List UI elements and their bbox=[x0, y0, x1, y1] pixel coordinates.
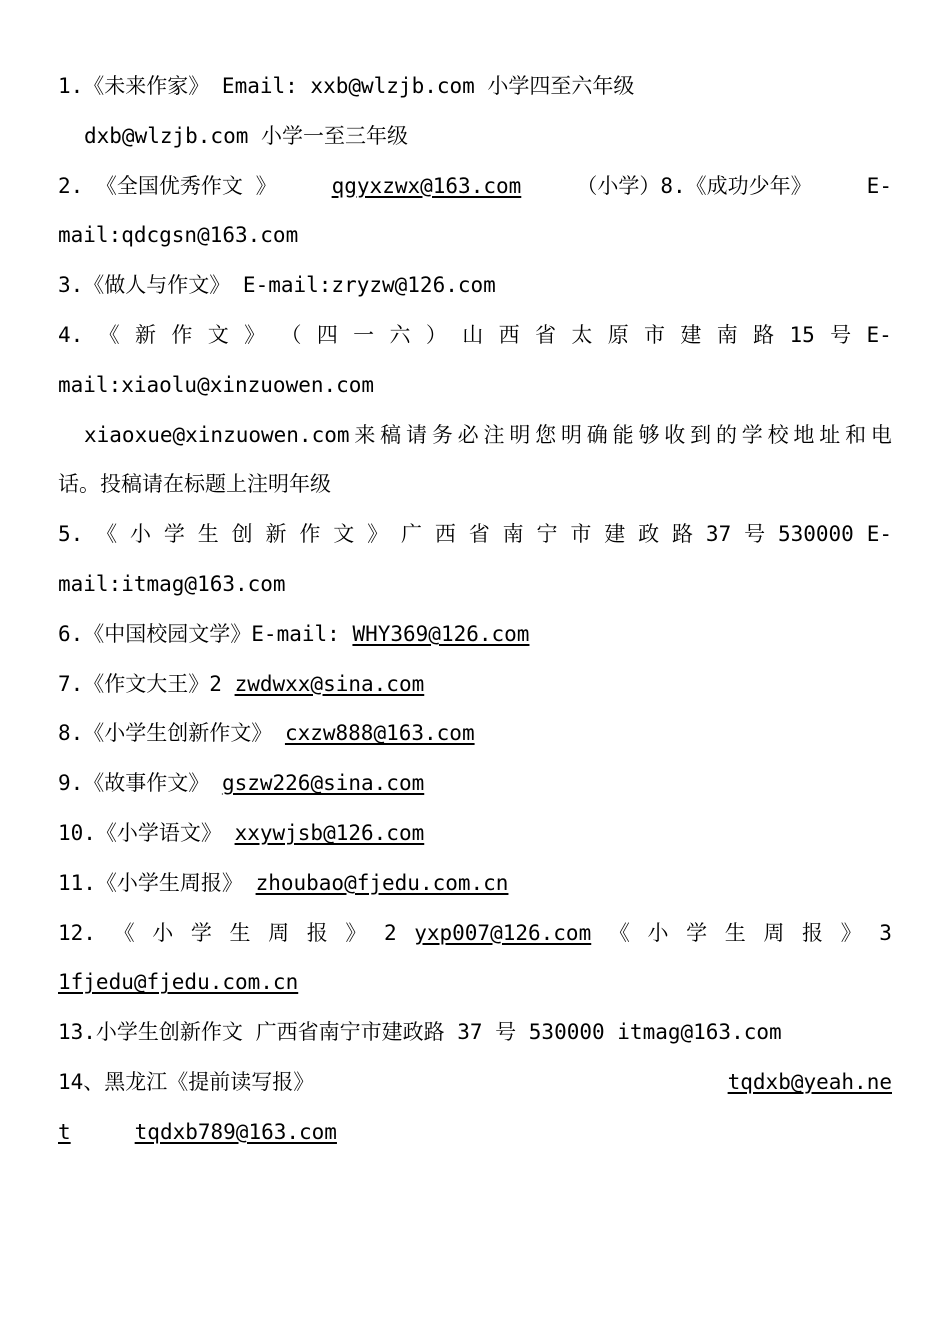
entry-4-line-segment: （ bbox=[280, 322, 302, 347]
entry-4b-line-segment: 地 bbox=[793, 422, 815, 447]
entry-4b-line-segment: 学 bbox=[741, 422, 763, 447]
entry-6-line bbox=[58, 610, 892, 660]
entry-5-line-segment: 530000 bbox=[777, 522, 854, 547]
entry-5-cont: mail:itmag@163.com bbox=[58, 571, 286, 596]
entry-14-line bbox=[58, 1058, 892, 1108]
entry-4b-line-segment: 收 bbox=[664, 422, 686, 447]
entry-4-line-segment: 太 bbox=[571, 322, 593, 347]
entry-3-line: 3.《做人与作文》 E-mail:zryzw@126.com bbox=[58, 273, 496, 298]
entry-12-line-segment: 》 bbox=[840, 920, 862, 945]
entry-13-line: 13.小学生创新作文 广西省南宁市建政路 37 号 530000 itmag@163.com bbox=[58, 1020, 782, 1045]
entry-12-line-segment: 生 bbox=[229, 920, 251, 945]
entry-2-title-b: （小学）8.《成功少年》 bbox=[576, 173, 812, 198]
entry-4b-line-segment: 能 bbox=[612, 422, 634, 447]
entry-7-title: 7.《作文大王》2 bbox=[58, 671, 235, 696]
entry-12-line-segment: 2 bbox=[383, 920, 397, 945]
entry-9-title: 9.《故事作文》 bbox=[58, 771, 222, 796]
entry-5-line-segment: 省 bbox=[468, 522, 490, 547]
entry-5-line-segment: 宁 bbox=[536, 522, 558, 547]
entry-4-line bbox=[58, 311, 892, 361]
entry-8-email-link[interactable]: cxzw888@163.com bbox=[284, 721, 475, 746]
entry-4-line-segment: 西 bbox=[498, 322, 520, 347]
entry-12-line-segment: 报 bbox=[306, 920, 328, 945]
entry-14-title: 14、黑龙江《提前读写报》 bbox=[58, 1069, 315, 1094]
entry-4b-line-segment: 您 bbox=[535, 422, 557, 447]
entry-4b-line-segment: 注 bbox=[483, 422, 505, 447]
entry-12-line-segment: 学 bbox=[686, 920, 708, 945]
entry-12-line-segment: 周 bbox=[763, 920, 785, 945]
entry-12-line-segment: 《 bbox=[608, 920, 630, 945]
entry-5-line-segment: 南 bbox=[502, 522, 524, 547]
entry-4-line-segment: 》 bbox=[244, 322, 266, 347]
entry-4b-line-segment: 校 bbox=[767, 422, 789, 447]
entry-8-title: 8.《小学生创新作文》 bbox=[58, 721, 285, 746]
entry-4b-cont: 话。投稿请在标题上注明年级 bbox=[58, 472, 331, 497]
entry-4b-line-segment: 址 bbox=[819, 422, 841, 447]
entry-5-line-segment: 小 bbox=[130, 522, 152, 547]
entry-14-email-a-link[interactable]: tqdxb@yeah.ne bbox=[727, 1069, 892, 1094]
entry-6-title: 6.《中国校园文学》E-mail: bbox=[58, 621, 353, 646]
entry-4b-line-segment: 的 bbox=[715, 422, 737, 447]
entry-5-line-segment: 37 bbox=[705, 522, 732, 547]
entry-12-line-segment: 周 bbox=[268, 920, 290, 945]
entry-4-line-segment: 四 bbox=[316, 322, 338, 347]
entry-5-line-segment: 号 bbox=[744, 522, 766, 547]
entry-12-email-link-b[interactable]: 1fjedu@fjedu.com.cn bbox=[58, 970, 299, 995]
entry-14-email-a-cont[interactable]: t bbox=[58, 1119, 71, 1144]
entry-11-title: 11.《小学生周报》 bbox=[58, 870, 256, 895]
entry-4-line-segment: 15 bbox=[789, 322, 815, 347]
entry-4b-line-segment: 明 bbox=[560, 422, 582, 447]
entry-12-line-segment: 报 bbox=[801, 920, 823, 945]
entry-5-line-segment: 《 bbox=[96, 522, 118, 547]
entry-12-line-segment: 12. bbox=[58, 920, 96, 945]
entry-11-line bbox=[58, 859, 892, 909]
entry-4-line-segment: 南 bbox=[716, 322, 738, 347]
entry-4-line-segment: 4. bbox=[58, 322, 84, 347]
entry-12-line-segment: 生 bbox=[724, 920, 746, 945]
entry-5-line-segment: 创 bbox=[231, 522, 253, 547]
entry-10-title: 10.《小学语文》 bbox=[58, 820, 235, 845]
entry-4b-line bbox=[58, 411, 892, 461]
entry-4-line-segment: E- bbox=[866, 322, 892, 347]
entry-2-email-link[interactable]: qgyxzwx@163.com bbox=[331, 173, 522, 198]
entry-4b-line-segment: 请 bbox=[406, 422, 427, 447]
entry-7-line bbox=[58, 660, 892, 710]
entry-2-title: 2. 《全国优秀作文 》 bbox=[58, 173, 277, 198]
entry-14-email-b-link[interactable]: tqdxb789@163.com bbox=[134, 1119, 337, 1144]
entry-4b-line-segment: 来 bbox=[354, 422, 376, 447]
entry-4b-line-segment: xiaoxue@xinzuowen.com bbox=[84, 422, 350, 447]
entry-4b-line-segment: 到 bbox=[690, 422, 712, 447]
entry-5-line bbox=[58, 510, 892, 560]
entry-5-line-segment: 广 bbox=[401, 522, 423, 547]
entry-12-line-segment: 学 bbox=[190, 920, 212, 945]
entry-10-line bbox=[58, 809, 892, 859]
entry-4-cont: mail:xiaolu@xinzuowen.com bbox=[58, 372, 375, 397]
entry-4-line-segment: 六 bbox=[389, 322, 411, 347]
entry-4b-line-segment: 明 bbox=[509, 422, 531, 447]
entry-4-line-segment: 《 bbox=[98, 322, 120, 347]
entry-5-line-segment: 路 bbox=[672, 522, 694, 547]
entry-9-line bbox=[58, 759, 892, 809]
entry-5-line-segment: 作 bbox=[299, 522, 321, 547]
entry-4b-line-segment: 确 bbox=[586, 422, 608, 447]
entry-4-line-segment: 号 bbox=[830, 322, 852, 347]
entry-8-line bbox=[58, 709, 892, 759]
entry-5-line-segment: 》 bbox=[367, 522, 389, 547]
entry-4-line-segment: ） bbox=[425, 322, 447, 347]
entry-4b-line-segment: 和 bbox=[845, 422, 867, 447]
entry-5-line-segment: E- bbox=[866, 522, 892, 547]
entry-1-cont: dxb@wlzjb.com 小学一至三年级 bbox=[84, 123, 409, 148]
entry-5-line-segment: 建 bbox=[604, 522, 626, 547]
entry-9-email-link[interactable]: gszw226@sina.com bbox=[221, 771, 425, 796]
entry-7-email-link[interactable]: zwdwxx@sina.com bbox=[234, 671, 425, 696]
entry-4-line-segment: 新 bbox=[135, 322, 157, 347]
entry-5-line-segment: 文 bbox=[333, 522, 355, 547]
entry-5-line-segment: 市 bbox=[570, 522, 592, 547]
entry-4-line-segment: 建 bbox=[680, 322, 702, 347]
entry-4b-line-segment: 务 bbox=[431, 422, 453, 447]
entry-5-line-segment: 学 bbox=[163, 522, 185, 547]
entry-12-line bbox=[58, 909, 892, 959]
entry-4b-line-segment: 电 bbox=[870, 422, 892, 447]
entry-5-line-segment: 西 bbox=[434, 522, 456, 547]
entry-12-line-segment: 》 bbox=[345, 920, 367, 945]
entry-12-line-email-link[interactable]: yxp007@126.com bbox=[414, 920, 592, 945]
entry-2-tail: E- bbox=[866, 173, 892, 198]
entry-4-line-segment: 文 bbox=[207, 322, 229, 347]
entry-1-line: 1.《未来作家》 Email: xxb@wlzjb.com 小学四至六年级 bbox=[58, 74, 635, 98]
entry-4-line-segment: 原 bbox=[607, 322, 629, 347]
entry-4b-line-segment: 够 bbox=[638, 422, 660, 447]
entry-4b-line-segment: 必 bbox=[457, 422, 479, 447]
entry-5-line-segment: 政 bbox=[638, 522, 660, 547]
entry-5-line-segment: 生 bbox=[197, 522, 219, 547]
entry-4-line-segment: 作 bbox=[171, 322, 193, 347]
entry-11-email-link[interactable]: zhoubao@fjedu.com.cn bbox=[255, 870, 509, 895]
entry-4b-line-segment: 稿 bbox=[380, 422, 402, 447]
entry-4-line-segment: 山 bbox=[462, 322, 484, 347]
entry-12-line-segment: 3 bbox=[879, 920, 892, 945]
entry-6-email-link[interactable]: WHY369@126.com bbox=[352, 621, 530, 646]
entry-4-line-segment: 路 bbox=[753, 322, 775, 347]
entry-12-line-segment: 小 bbox=[647, 920, 669, 945]
document-body bbox=[58, 62, 892, 1158]
entry-4-line-segment: 市 bbox=[644, 322, 666, 347]
entry-2-line bbox=[58, 162, 892, 212]
entry-12-line-segment: 小 bbox=[152, 920, 174, 945]
entry-5-line-segment: 5. bbox=[58, 522, 84, 547]
entry-10-email-link[interactable]: xxywjsb@126.com bbox=[234, 820, 425, 845]
entry-5-line-segment: 新 bbox=[265, 522, 287, 547]
entry-12-line-segment: 《 bbox=[113, 920, 135, 945]
entry-4-line-segment: 一 bbox=[353, 322, 375, 347]
entry-14-cont bbox=[58, 1108, 892, 1158]
entry-2-cont: mail:qdcgsn@163.com bbox=[58, 223, 299, 248]
entry-12-cont bbox=[58, 958, 892, 1008]
entry-4-line-segment: 省 bbox=[534, 322, 556, 347]
